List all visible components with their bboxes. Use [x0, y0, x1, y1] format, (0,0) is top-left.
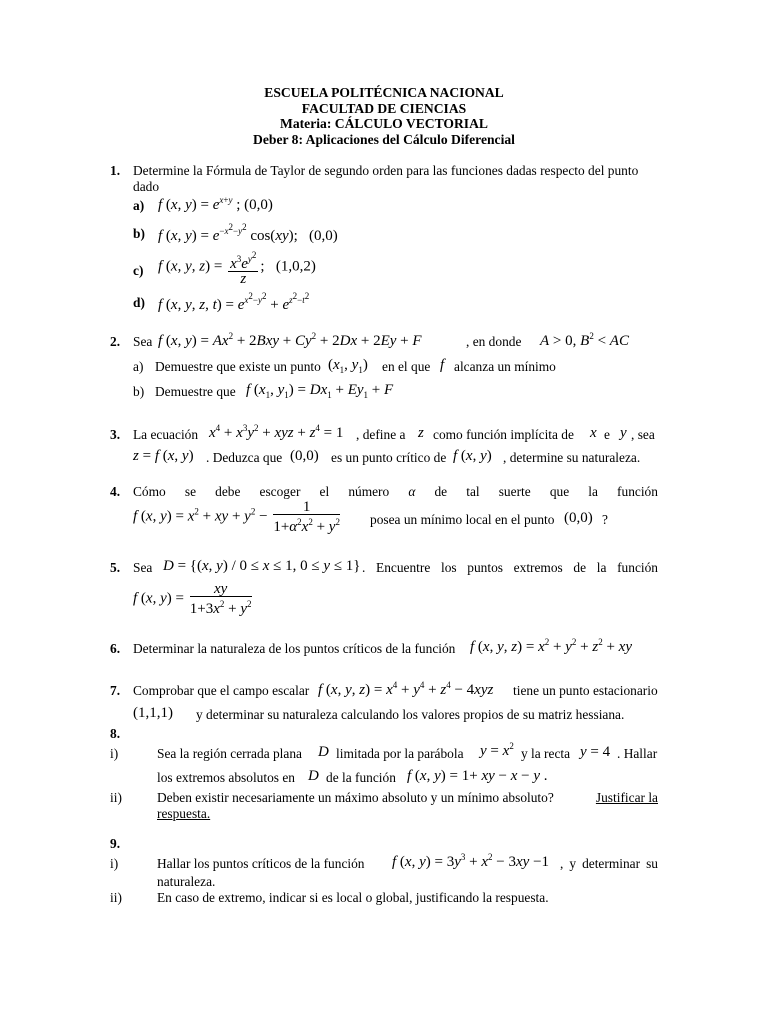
q8-i-text1: Sea la región cerrada plana [157, 746, 302, 761]
q8-i-label: i) [110, 746, 119, 761]
q3-text8: , determine su naturaleza. [503, 450, 641, 465]
q8-ii-text3: respuesta. [157, 806, 211, 821]
q2-en-donde: , en donde [466, 334, 522, 349]
q1a-label: a) [133, 198, 145, 213]
q5-number: 5. [110, 560, 121, 575]
q3-y: y [620, 425, 627, 441]
q5-text1: . Encuentre los puntos extremos de la función [362, 560, 658, 575]
q5-function: f (x, y) = $\frac{xy}{1+3x^2 + y^2}$ [133, 581, 252, 617]
faculty-name: FACULTAD DE CIENCIAS [301, 100, 467, 116]
q3-number: 3. [110, 427, 121, 442]
q3-fxy: f (x, y) [453, 448, 492, 464]
course-name: Materia: CÁLCULO VECTORIAL [280, 116, 488, 131]
q8-i-text2: limitada por la parábola [336, 746, 464, 761]
q8-function: f (x, y) = 1+ xy − x − y . [407, 768, 548, 784]
q7-number: 7. [110, 683, 121, 698]
q8-i-text4: . Hallar [617, 746, 658, 761]
q9-ii-text1: En caso de extremo, indicar si es local o global, justificando la respuesta. [157, 890, 549, 905]
q3-text2: , define a [356, 427, 406, 442]
q2a-text1: Demuestre que existe un punto [155, 359, 321, 374]
q2a-text3: alcanza un mínimo [454, 359, 556, 374]
q2-function: f (x, $y) = Ax^2 + 2Bxy + Cy^2 + 2Dx + 2Ey + F$ [158, 331, 422, 349]
q2a-label: a) [133, 359, 144, 374]
q2a-f: f [440, 357, 445, 373]
q1-number: 1. [110, 163, 121, 178]
assignment-title: Deber 8: Aplicaciones del Cálculo Diferencial [253, 131, 515, 147]
q1c-formula: f (x, y, z) = $\frac{x^3e^{y^2}}{z}$ ; (1,0,2) [158, 250, 316, 287]
school-name: ESCUELA POLITÉCNICA NACIONAL [264, 85, 504, 100]
q4-text2: posea un mínimo local en el punto [370, 512, 555, 527]
q2b-formula: f ($x_1$, $y_1) = Dx_1 + Ey_1 + F$ [246, 382, 394, 400]
q9-i-text3: naturaleza. [157, 874, 216, 889]
q9-i-text1: Hallar los puntos críticos de la función [157, 856, 365, 871]
q7-function: f (x, y, $z) = x^4 + y^4 + z^4 - 4xyz$ [318, 680, 494, 698]
document-header [0, 85, 768, 147]
q8-i-text6: de la función [326, 770, 396, 785]
q3-text1: La ecuación [133, 427, 199, 442]
q5-domain: D = {(x, y) / 0 ≤ x ≤ 1, 0 ≤ y ≤ 1} [163, 558, 361, 574]
q3-z: z [418, 425, 424, 441]
q8-i-text5: los extremos absolutos en [157, 770, 295, 785]
q2a-point: ($x_1$, $y_1$) [328, 357, 368, 375]
q4-text-line1: Cómo se debe escoger el número α de tal suerte que la función [133, 484, 658, 499]
q2-sea: Sea [133, 334, 153, 349]
q1c-label: c) [133, 263, 144, 278]
q1d-label: d) [133, 295, 145, 310]
q8-i-text3: y la recta [521, 746, 571, 761]
q3-x: x [590, 425, 597, 441]
q7-text1: Comprobar que el campo escalar [133, 683, 310, 698]
q4-function: f (x, $y) = x^2$ + xy + $y^2$ − $\frac{1}{1+\alpha^2x^2 + y^2}$ [133, 499, 340, 535]
q3-implicit: z = f (x, y) [133, 448, 194, 464]
q8-ii-label: ii) [110, 790, 122, 805]
q3-text5: , sea [631, 427, 655, 442]
q4-point: (0,0) [564, 510, 593, 526]
q3-equation: $x^4 + x^3y^2$ + xyz + $z^4 = 1$ [209, 423, 344, 441]
q1b-label: b) [133, 226, 145, 241]
q3-text7: es un punto crítico de [331, 450, 447, 465]
q8-ii-line1: Deben existir necesariamente un máximo absoluto y un mínimo absoluto? Justificar la [157, 790, 658, 805]
q2b-text: Demuestre que [155, 384, 236, 399]
q2b-label: b) [133, 384, 145, 399]
q4-question-mark: ? [602, 512, 608, 527]
q1-text-line1: Determine la Fórmula de Taylor de segundo orden para las funciones dadas respecto del punto [133, 163, 639, 178]
q8-region-D: D [318, 744, 329, 760]
q7-text2: tiene un punto estacionario [513, 683, 658, 698]
q1b-formula: f (x, $y) = e^{-x^2-y^2}$ cos(xy); (0,0) [158, 222, 338, 244]
q7-point: (1,1,1) [133, 705, 173, 721]
q6-number: 6. [110, 641, 121, 656]
q9-function: f (x, $y) = 3y^3 + x^2 - 3xy -1$ [392, 852, 550, 870]
q3-text3: como función implícita de [433, 427, 574, 442]
q6-function: f (x, y, $z) = x^2 + y^2 + z^2$ + xy [470, 637, 632, 655]
q3-text6: . Deduzca que [206, 450, 283, 465]
q2-condition: A > 0, $B^2$ < AC [540, 331, 629, 349]
q9-i-label: i) [110, 856, 119, 871]
q8-line: y = 4 [580, 744, 611, 760]
q5-sea: Sea [133, 560, 153, 575]
q9-i-text2: , y determinar su [560, 856, 658, 871]
q3-point: (0,0) [290, 448, 319, 464]
q2-number: 2. [110, 334, 121, 349]
q7-text3: y determinar su naturaleza calculando los valores propios de su matriz hessiana. [196, 707, 625, 722]
q8-number: 8. [110, 726, 121, 741]
q1-text-line2: dado [133, 179, 160, 194]
q8-region-D2: D [308, 768, 319, 784]
q9-ii-label: ii) [110, 890, 122, 905]
q4-number: 4. [110, 484, 121, 499]
q6-text1: Determinar la naturaleza de los puntos críticos de la función [133, 641, 456, 656]
q1a-formula: f (x, $y) = e^{x+y}$ ; (0,0) [158, 195, 273, 213]
q3-text4: e [604, 427, 610, 442]
q9-number: 9. [110, 836, 121, 851]
q1d-formula: f (x, y, z, $t) = e^{x^2-y^2} + e^{z^2-t^2}$ [158, 291, 310, 313]
q8-parabola: $y = x^2$ [480, 741, 514, 759]
q2a-text2: en el que [382, 359, 431, 374]
